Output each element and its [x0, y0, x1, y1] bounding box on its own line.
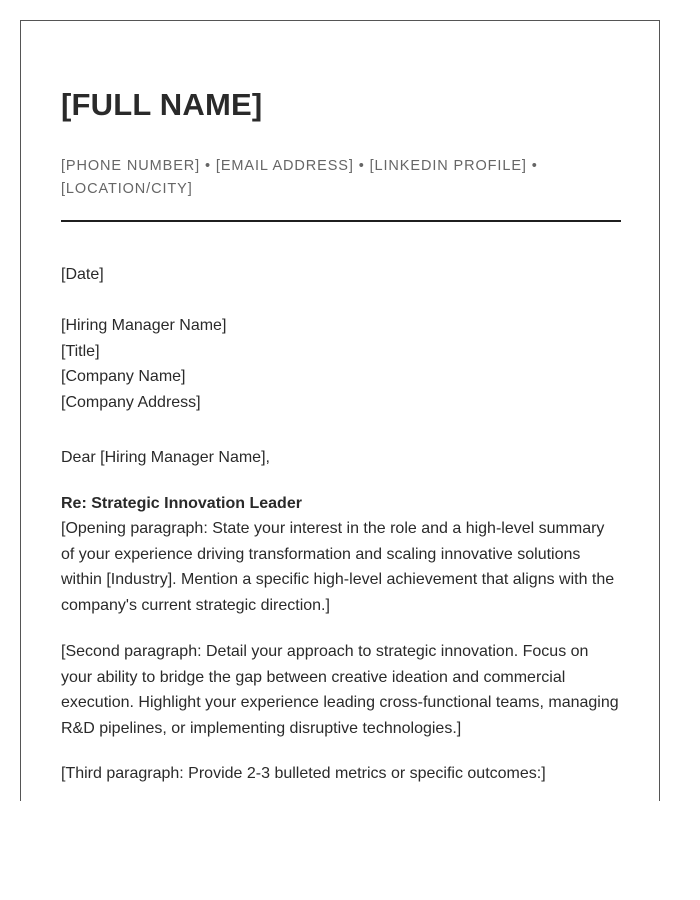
- contact-info-line: [PHONE NUMBER] • [EMAIL ADDRESS] • [LINKEDIN PROFILE] • [LOCATION/CITY]: [61, 158, 538, 197]
- full-name-heading: [FULL NAME]: [61, 87, 263, 122]
- recipient-address: [Company Address]: [61, 393, 201, 411]
- header-divider: [61, 220, 621, 222]
- letter-date: [Date]: [61, 266, 104, 283]
- recipient-company: [Company Name]: [61, 368, 186, 386]
- letter-page: [20, 20, 660, 801]
- opening-paragraph: [Opening paragraph: State your interest in the role and a high-level summary of your experience driving transformation and scaling innovative solutions within [Industry]. Mention a specific high-level achievement that aligns with the company's current strategic direction.]: [61, 520, 615, 614]
- recipient-name: [Hiring Manager Name]: [61, 317, 227, 334]
- recipient-title: [Title]: [61, 342, 100, 360]
- recipient-block: [61, 313, 226, 415]
- salutation: Dear [Hiring Manager Name],: [61, 449, 270, 466]
- third-paragraph: [Third paragraph: Provide 2-3 bulleted metrics or specific outcomes:]: [61, 765, 546, 782]
- second-paragraph: [Second paragraph: Detail your approach to strategic innovation. Focus on your ability to bridge the gap between creative ideation and commercial execution. Highlight your experience leading cross-functional teams, managing R&D pipelines, or implementing disruptive technologies.]: [61, 643, 619, 737]
- subject-line: Re: Strategic Innovation Leader: [61, 495, 302, 512]
